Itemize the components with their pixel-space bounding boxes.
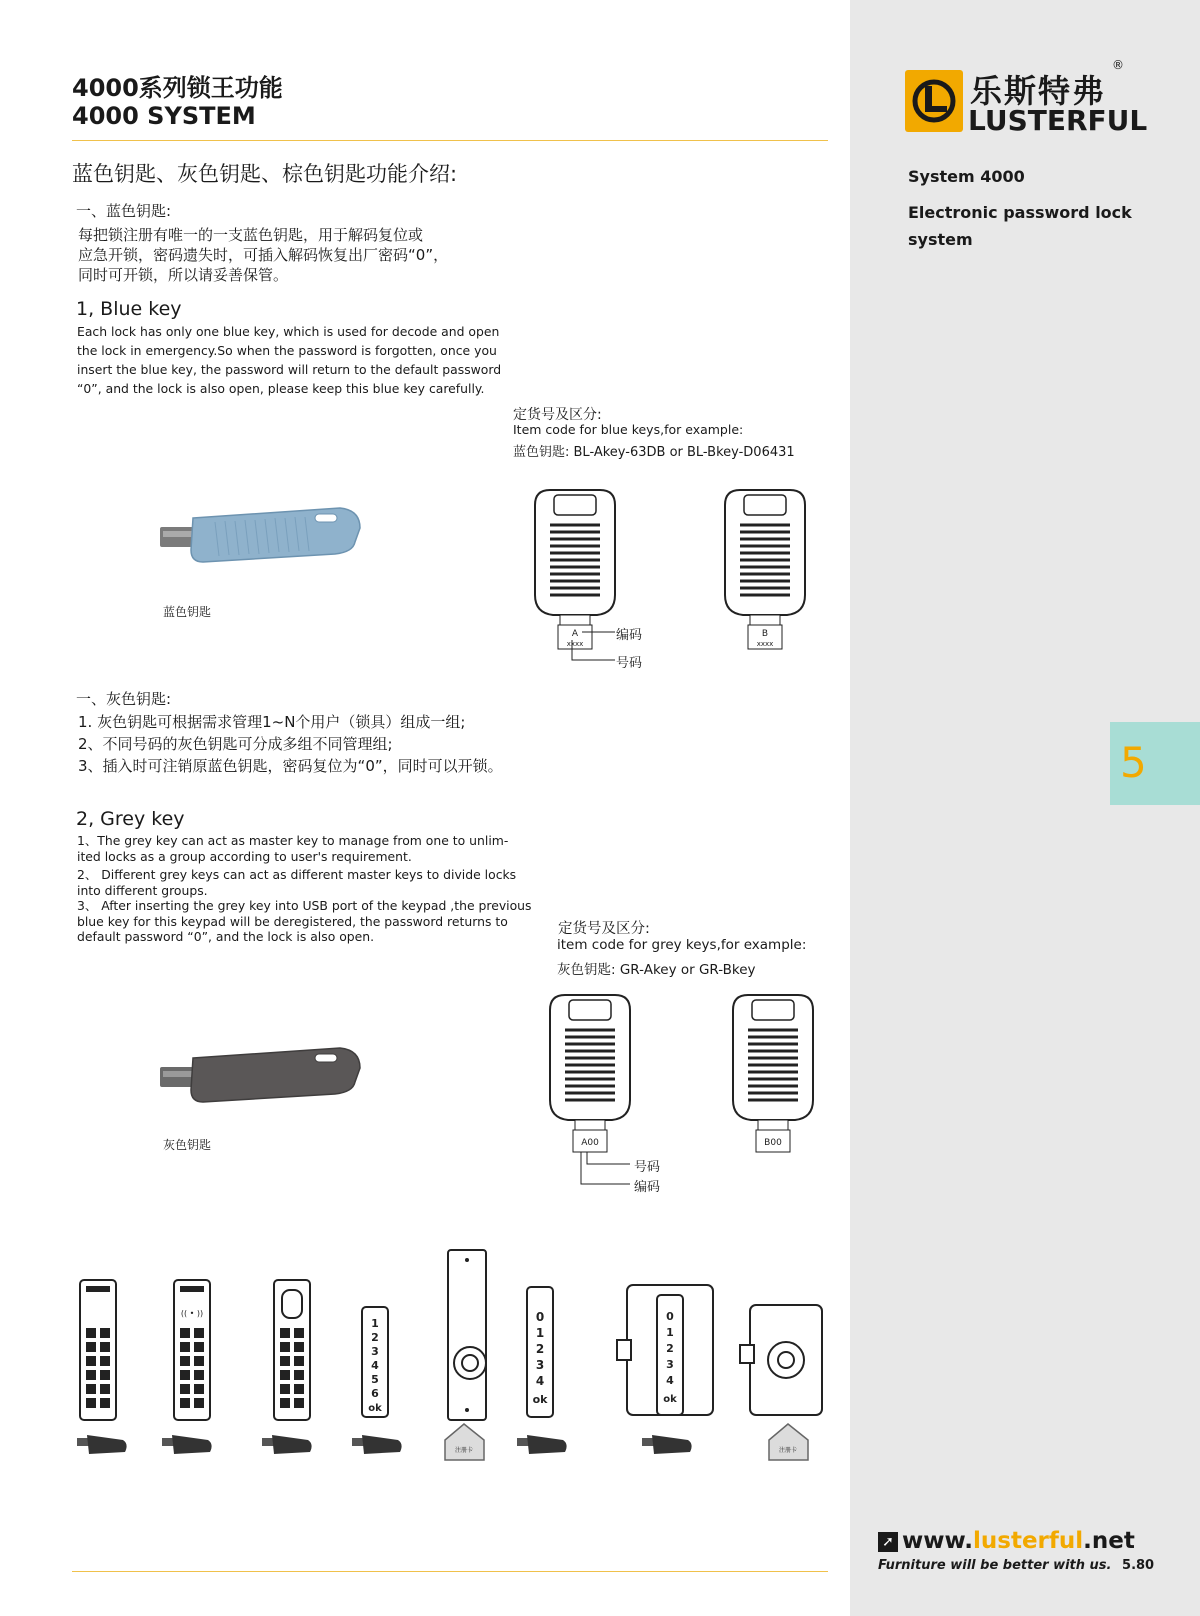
system-subtitle: Electronic password lock system — [908, 203, 1132, 249]
grey-key-icon — [515, 1430, 570, 1460]
section-number: 5 — [1120, 738, 1147, 787]
slogan: Furniture will be better with us. — [878, 1558, 1112, 1573]
blue-key-callout-lines — [560, 620, 620, 665]
system-title: System 4000 — [908, 167, 1025, 186]
blue-key-zh-line: 每把锁注册有唯一的一支蓝色钥匙，用于解码复位或 — [78, 226, 424, 244]
slogan-row — [878, 1558, 1154, 1573]
grey-key-en-line: 2、 Different grey keys can act as different master keys to divide locks — [77, 867, 517, 882]
svg-text:(( • )): (( • )) — [180, 1309, 204, 1318]
grey-key-en-text — [77, 833, 557, 945]
key-a-code: xxxx — [566, 640, 584, 648]
blue-key-en-line: “0”, and the lock is also open, please keep this blue key carefully. — [77, 381, 485, 396]
blue-key-photo — [155, 500, 365, 570]
svg-text:3: 3 — [666, 1358, 674, 1371]
blue-key-zh-heading: 一、蓝色钥匙: — [76, 202, 172, 220]
blue-key-en-line: insert the blue key, the password will return to the default password — [77, 362, 502, 377]
grey-key-en-line: default password “0”, and the lock is also open. — [77, 929, 375, 944]
svg-text:2: 2 — [666, 1342, 674, 1355]
brand-logo-icon — [905, 70, 963, 132]
blue-key-diagram-b — [720, 485, 810, 670]
strip-digit: 1 — [371, 1317, 379, 1330]
grey-item-code-example: 灰色钥匙: GR-Akey or GR-Bkey — [557, 962, 756, 978]
footer-divider — [72, 1571, 828, 1572]
blue-item-code-example: 蓝色钥匙: BL-Akey-63DB or BL-Bkey-D06431 — [513, 445, 795, 460]
grey-key-en-line: into different groups. — [77, 882, 208, 898]
grey-key-zh-heading: 一、灰色钥匙: — [76, 690, 172, 708]
svg-text:1: 1 — [666, 1326, 674, 1339]
url-brand: lusterful — [973, 1528, 1084, 1554]
grey-diagram-label-bottom: 编码 — [634, 1180, 661, 1195]
keypad-product-2 — [172, 1278, 212, 1423]
grey-key-caption: 灰色钥匙 — [163, 1138, 212, 1152]
grey-key-photo — [155, 1040, 365, 1110]
strip-b-digit: ok — [532, 1393, 548, 1406]
grey-key-icon — [260, 1430, 315, 1460]
grey-key-zh-line: 1. 灰色钥匙可根据需求管理1~N个用户（锁具）组成一组; — [78, 713, 466, 731]
keypad-strip-product-2 — [525, 1285, 555, 1420]
grey-key-en-line: blue key for this keypad will be deregistered, the password returns to — [77, 913, 508, 929]
blue-key-zh-line: 同时可开锁，所以请妥善保管。 — [78, 266, 289, 284]
grey-key-diagram-a — [545, 990, 635, 1160]
strip-b-digit: 0 — [535, 1310, 545, 1324]
strip-b-digit: 1 — [535, 1326, 545, 1340]
website-url[interactable] — [878, 1528, 1135, 1554]
grey-key-diagram-b — [728, 990, 818, 1160]
card-label: 注册卡 — [454, 1447, 474, 1454]
grey-diagram-label-top: 号码 — [634, 1160, 661, 1175]
registration-card-icon — [442, 1422, 487, 1462]
lock-housing-product-1 — [615, 1280, 725, 1425]
blue-diagram-label-top: 编码 — [616, 628, 643, 643]
grey-key-icon — [160, 1430, 215, 1460]
brand-name-zh: 乐斯特弗 — [970, 72, 1107, 110]
registration-card-icon — [766, 1422, 811, 1462]
key-b-letter: B — [761, 629, 769, 639]
blue-key-en-heading: 1, Blue key — [76, 298, 182, 320]
svg-text:0: 0 — [666, 1310, 674, 1323]
keypad-product-3 — [272, 1278, 312, 1423]
blue-key-en-text — [77, 322, 547, 398]
grey-key-en-line: 1、The grey key can act as master key to manage from one to unlim- — [77, 833, 509, 848]
strip-digit: 4 — [371, 1359, 379, 1372]
svg-text:注册卡: 注册卡 — [778, 1447, 798, 1454]
keypad-product-1 — [78, 1278, 118, 1423]
blue-item-code-zh: 定货号及区分: — [513, 407, 602, 423]
blue-diagram-label-bottom: 号码 — [616, 656, 643, 671]
grey-key-zh-text — [78, 711, 638, 777]
grey-item-code-zh: 定货号及区分: — [558, 921, 650, 937]
page-title-zh: 4000系列锁王功能 — [72, 74, 283, 102]
blue-item-code-en: Item code for blue keys,for example: — [513, 422, 744, 437]
key-a-letter: A — [571, 629, 579, 639]
blue-key-en-line: the lock in emergency.So when the password is forgotten, once you — [77, 343, 497, 358]
registered-mark: ® — [1112, 58, 1124, 72]
keypad-strip-product-1 — [360, 1305, 390, 1420]
svg-text:4: 4 — [666, 1374, 674, 1387]
page-title-en: 4000 SYSTEM — [72, 102, 256, 130]
url-arrow-icon: ➚ — [878, 1532, 898, 1552]
lock-body-product-1 — [440, 1248, 500, 1423]
strip-b-digit: 2 — [535, 1342, 545, 1356]
grey-key-callout-lines — [575, 1152, 635, 1197]
blue-key-caption: 蓝色钥匙 — [163, 605, 212, 619]
url-suffix: .net — [1083, 1528, 1135, 1554]
strip-digit: 5 — [371, 1373, 379, 1386]
brand-name-en: LUSTERFUL — [968, 104, 1148, 137]
grey-key-zh-line: 3、插入时可注销原蓝色钥匙，密码复位为“0”，同时可以开锁。 — [78, 757, 503, 775]
grey-key-icon — [640, 1430, 695, 1460]
section-subtitle: 蓝色钥匙、灰色钥匙、棕色钥匙功能介绍: — [72, 162, 458, 186]
svg-text:ok: ok — [663, 1394, 677, 1405]
blue-key-zh-text — [78, 225, 548, 285]
url-prefix: www. — [902, 1528, 974, 1554]
grey-key-a-code: A00 — [581, 1138, 599, 1148]
grey-key-b-code: B00 — [764, 1138, 782, 1148]
strip-digit: 3 — [371, 1345, 379, 1358]
grey-item-code-en: item code for grey keys,for example: — [557, 937, 807, 953]
product-lineup — [70, 1240, 830, 1480]
blue-key-en-line: Each lock has only one blue key, which is used for decode and open — [77, 324, 500, 339]
lock-housing-product-2 — [738, 1300, 828, 1420]
strip-digit: ok — [368, 1403, 382, 1414]
strip-digit: 6 — [371, 1387, 379, 1400]
grey-key-en-heading: 2, Grey key — [76, 808, 185, 830]
grey-key-en-line: ited locks as a group according to user's requirement. — [77, 848, 412, 864]
key-b-code: xxxx — [756, 640, 774, 648]
header-divider — [72, 140, 828, 141]
strip-digit: 2 — [371, 1331, 379, 1344]
grey-key-icon — [350, 1430, 405, 1460]
blue-key-zh-line: 应急开锁，密码遗失时，可插入解码恢复出厂密码“0”， — [78, 246, 449, 264]
grey-key-zh-line: 2、不同号码的灰色钥匙可分成多组不同管理组; — [78, 735, 393, 753]
grey-key-icon — [75, 1430, 130, 1460]
page-number: 5.80 — [1122, 1558, 1155, 1573]
strip-b-digit: 4 — [535, 1374, 545, 1388]
grey-key-en-line: 3、 After inserting the grey key into USB port of the keypad ,the previous — [77, 898, 532, 913]
strip-b-digit: 3 — [535, 1358, 545, 1372]
